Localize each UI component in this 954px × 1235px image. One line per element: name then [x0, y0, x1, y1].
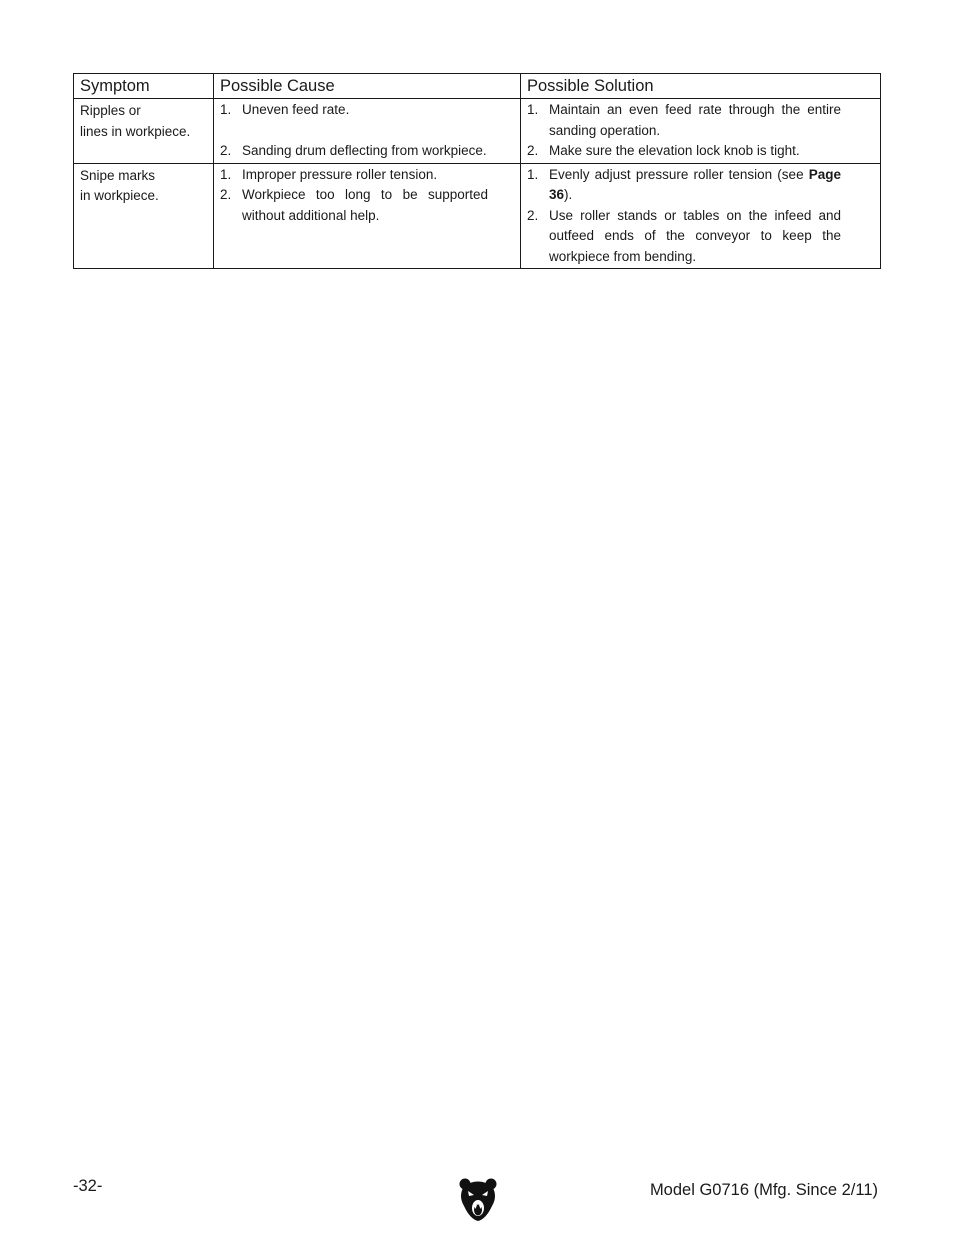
symptom-cell	[74, 99, 214, 164]
header-symptom: Symptom	[74, 74, 214, 99]
model-info: Model G0716 (Mfg. Since 2/11)	[649, 1181, 878, 1199]
header-possible-cause: Possible Cause	[214, 74, 521, 99]
item-text: Workpiece too long to be supported without additional help.	[242, 187, 488, 223]
symptom-cell	[74, 163, 214, 269]
cause-item	[220, 165, 488, 186]
table-row	[74, 163, 881, 269]
cause-item	[220, 100, 514, 121]
item-text: Maintain an even feed rate through the entire sanding operation.	[549, 102, 841, 138]
solution-cell	[521, 99, 881, 164]
solution-item	[527, 141, 841, 162]
item-number: 1.	[220, 102, 232, 117]
cause-cell	[214, 163, 521, 269]
item-number: 2.	[220, 187, 232, 202]
item-text: Improper pressure roller tension.	[242, 166, 438, 182]
bear-head-icon	[458, 1176, 498, 1222]
solution-item	[527, 206, 841, 268]
solution-item	[527, 165, 841, 206]
table-header-row	[74, 74, 881, 99]
item-text: Make sure the elevation lock knob is tight.	[549, 143, 800, 158]
symptom-line: Ripples or	[80, 103, 141, 118]
symptom-line: in workpiece.	[80, 188, 159, 203]
solution-item	[527, 100, 841, 141]
symptom-line: lines in workpiece.	[80, 123, 191, 139]
header-possible-solution: Possible Solution	[521, 74, 881, 99]
item-number: 1.	[220, 166, 232, 182]
troubleshooting-table	[73, 73, 881, 269]
item-text: Use roller stands or tables on the infeed and outfeed ends of the conveyor to keep the workpiece from bending.	[549, 207, 841, 264]
symptom-line: Snipe marks	[80, 167, 156, 183]
item-number: 1.	[527, 166, 539, 182]
cause-item	[220, 185, 488, 226]
item-text: Sanding drum deflecting from workpiece.	[242, 143, 487, 158]
item-text: Uneven feed rate.	[242, 102, 350, 117]
page-number: -32-	[73, 1177, 103, 1195]
cause-item	[220, 141, 514, 162]
table-row	[74, 99, 881, 164]
item-text: Evenly adjust pressure roller tension (see Page 36).	[549, 166, 841, 202]
item-number: 2.	[220, 143, 232, 158]
page-reference-link[interactable]: Page 36	[549, 166, 841, 202]
item-number: 2.	[527, 143, 539, 158]
solution-cell	[521, 163, 881, 269]
cause-cell	[214, 99, 521, 164]
item-number: 2.	[527, 207, 539, 223]
item-number: 1.	[527, 102, 539, 117]
